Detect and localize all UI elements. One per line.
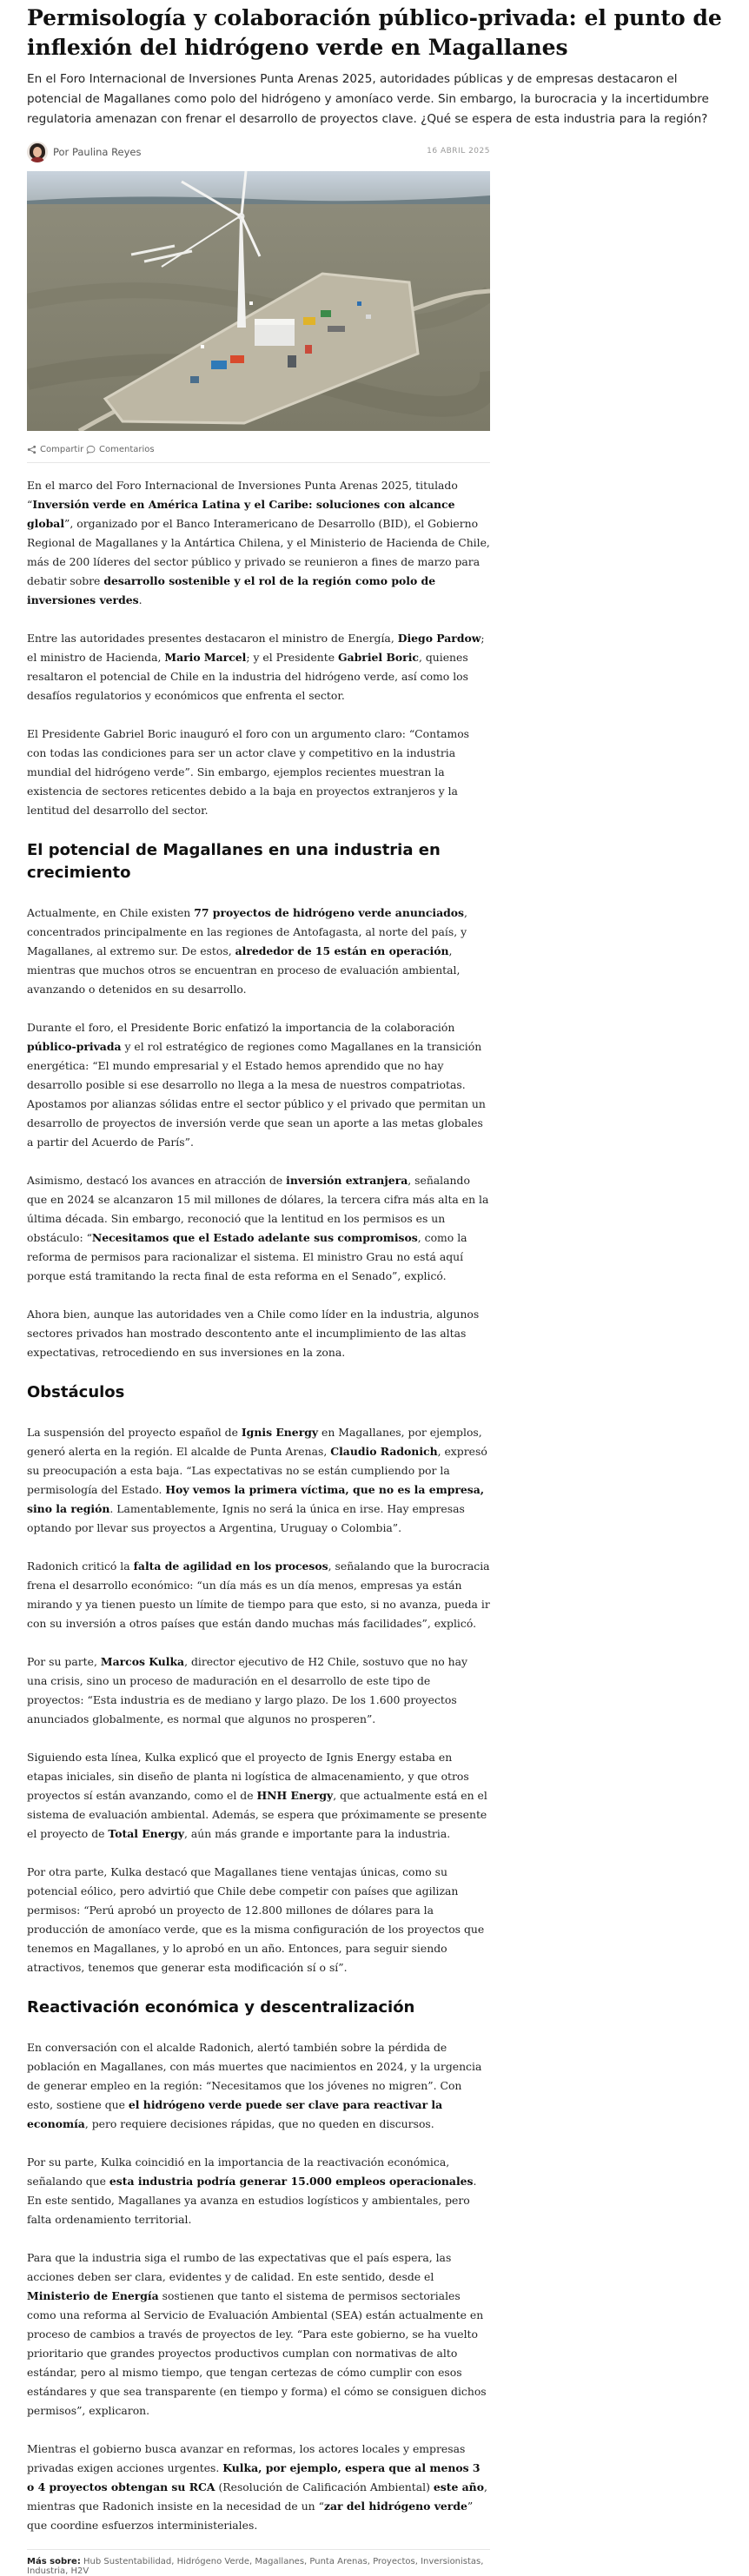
bold-text: Total Energy xyxy=(108,1827,184,1840)
article-paragraph xyxy=(27,2248,490,2420)
text-run: , como la reforma de permisos para racionalizar el sistema. El ministro Grau no está aquí porque está tramitando la recta final de esta reforma en el Senado”, explicó. xyxy=(27,1231,467,1282)
bold-text: inversión extranjera xyxy=(286,1174,408,1187)
article-paragraph xyxy=(27,1305,490,1362)
bold-text: 77 proyectos de hidrógeno verde anunciados xyxy=(194,906,465,919)
bold-text: Marcos Kulka xyxy=(100,1655,185,1668)
article-paragraph xyxy=(27,2440,490,2535)
article-dek: En el Foro Internacional de Inversiones Punta Arenas 2025, autoridades públicas y de empresas destacaron el potencial de Magallanes como polo del hidrógeno y amoníaco verde. Sin embargo, la burocracia y la incertidumbre regulatoria amenazan con frenar el desarrollo de proyectos clave. ¿Qué se espera de esta industria para la región? xyxy=(27,72,709,126)
tags-label: Más sobre: xyxy=(27,2557,81,2566)
text-run: ”, organizado por el Banco Interamericano de Desarrollo (BID), el Gobierno Regional de Magallanes y la Antártica Chilena, y el Ministerio de Hacienda de Chile, más de 200 líderes del sector público y privado se reunieron a fines de marzo para debatir sobre xyxy=(27,517,490,587)
bold-text: Ignis Energy xyxy=(241,1426,319,1439)
text-run: , pero requiere decisiones rápidas, que no queden en discursos. xyxy=(84,2117,434,2130)
article-paragraph xyxy=(27,1171,490,1286)
tags-list[interactable]: Hub Sustentabilidad, Hidrógeno Verde, Magallanes, Punta Arenas, Proyectos, Inversionistas, Industria, H2V xyxy=(27,2557,484,2576)
article-paragraph xyxy=(27,1748,490,1844)
bold-text: alrededor de 15 están en operación xyxy=(235,944,449,957)
bold-text: Gabriel Boric xyxy=(338,651,419,664)
text-run: ” que coordine esfuerzos interministeriales. xyxy=(27,2500,474,2532)
article-paragraph xyxy=(27,725,490,820)
text-run: Por su parte, Kulka coincidió en la importancia de la reactivación económica, señalando que xyxy=(27,2155,450,2188)
text-run: Asimismo, destacó los avances en atracción de xyxy=(27,1174,287,1187)
text-run: ; y el Presidente xyxy=(246,651,339,664)
bold-text: desarrollo sostenible y el rol de la región como polo de inversiones verdes xyxy=(27,574,436,606)
byline xyxy=(27,142,490,166)
text-run: . xyxy=(138,593,143,606)
bold-text: zar del hidrógeno verde xyxy=(323,2500,467,2513)
text-run: Para que la industria siga el rumbo de las expectativas que el país espera, las acciones deben ser clara, evidentes y de calidad. En este sentido, desde el xyxy=(27,2251,452,2283)
text-run: La suspensión del proyecto español de xyxy=(27,1426,242,1439)
text-run: Por otra parte, Kulka destacó que Magallanes tiene ventajas únicas, como su potencial eólico, pero advirtió que Chile debe competir con países que agilizan permisos: “Perú aprobó un proyecto de 12.800 millones de dólares para la producción de amoníaco verde, que es la misma configuración de los proyectos que tenemos en Magallanes, y lo aprobó en un año. Entonces, para seguir siendo atractivos, tenemos que generar esta modificación sí o sí”. xyxy=(27,1865,485,1974)
text-run: Radonich criticó la xyxy=(27,1560,134,1573)
bold-text: Necesitamos que el Estado adelante sus compromisos xyxy=(91,1231,418,1244)
text-run: . Lamentablemente, Ignis no será la única en irse. Hay empresas optando por llevar sus proyectos a Argentina, Uruguay o Colombia”. xyxy=(27,1502,465,1534)
text-run: , que actualmente está en el sistema de evaluación ambiental. Además, se espera que próximamente se presente el proyecto de xyxy=(27,1789,487,1840)
text-run: ; el ministro de Hacienda, xyxy=(27,632,485,664)
article-paragraph xyxy=(27,629,490,705)
article-paragraph xyxy=(27,1557,490,1633)
bold-text: el hidrógeno verde puede ser clave para reactivar la economía xyxy=(27,2098,443,2130)
tags-line xyxy=(27,2549,490,2576)
text-run: , señalando que en 2024 se alcanzaron 15 mil millones de dólares, la tercera cifra más alta en la última década. Sin embargo, reconoció que la lentitud en los permisos es un obstáculo: “ xyxy=(27,1174,489,1244)
text-run: (Resolución de Calificación Ambiental) xyxy=(215,2480,434,2493)
bold-text: público-privada xyxy=(27,1040,122,1053)
text-run: en Magallanes, por ejemplos, generó alerta en la región. El alcalde de Punta Arenas, xyxy=(27,1426,482,1458)
share-button[interactable] xyxy=(27,445,83,454)
text-run: Siguiendo esta línea, Kulka explicó que el proyecto de Ignis Energy estaba en etapas iniciales, sin diseño de planta ni logística de almacenamiento, y que otros proyectos sí están avanzando, como el de xyxy=(27,1751,469,1802)
article-paragraph xyxy=(27,1652,490,1729)
text-run: En conversación con el alcalde Radonich, alertó también sobre la pérdida de población en Magallanes, con más muertes que nacimientos en 2024, y la urgencia de generar empleo en la región: “Necesitamos que los jóvenes no migren”. Con esto, sostiene que xyxy=(27,2041,482,2111)
bold-text: Kulka, por ejemplo, espera que al menos 3 o 4 proyectos obtengan su RCA xyxy=(27,2461,481,2493)
text-run: En el marco del Foro Internacional de Inversiones Punta Arenas 2025, titulado “ xyxy=(27,479,458,511)
article-paragraph xyxy=(27,1423,490,1538)
comment-icon xyxy=(86,445,96,454)
author-name[interactable]: Por Paulina Reyes xyxy=(53,146,142,158)
article-paragraph xyxy=(27,2038,490,2134)
text-run: sostienen que tanto el sistema de permisos sectoriales como una reforma al Servicio de Evaluación Ambiental (SEA) están actualmente en proceso de cambios a través de proyectos de ley. “Para este gobierno, se ha vuelto prioritario que grandes proyectos productivos cumplan con normativas de alto estándar, pero al mismo tiempo, que tengan certezas de cómo cumplir con esos estándares y que sea transparente (en tiempo y forma) el cómo se consiguen dichos permisos”, explicaron. xyxy=(27,2289,487,2417)
text-run: y el rol estratégico de regiones como Magallanes en la transición energética: “El mundo empresarial y el Estado hemos aprendido que no hay desarrollo posible si ese desarrollo no llega a la mesa de nuestros compatriotas. Apostamos por alianzas sólidas entre el sector público y el privado que permitan un desarrollo de proyectos de inversión verde que sean un aporte a las metas globales a partir del Acuerdo de París”. xyxy=(27,1040,486,1149)
article-paragraph xyxy=(27,904,490,999)
text-run: , expresó su preocupación a esta baja. “Las expectativas no se están cumpliendo por la permisología del Estado. xyxy=(27,1445,487,1496)
bold-text: HNH Energy xyxy=(256,1789,334,1802)
text-run: , quienes resaltaron el potencial de Chile en la industria del hidrógeno verde, así como los desafíos regulatorios y económicos que enfrenta el sector. xyxy=(27,651,468,702)
bold-text: Diego Pardow xyxy=(397,632,481,645)
text-run: , mientras que Radonich insiste en la necesidad de un “ xyxy=(27,2480,487,2513)
bold-text: Claudio Radonich xyxy=(330,1445,438,1458)
text-run: , mientras que muchos otros se encuentran en proceso de evaluación ambiental, avanzando o detenidos en su desarrollo. xyxy=(27,944,461,996)
share-bar xyxy=(27,441,490,463)
text-run: , director ejecutivo de H2 Chile, sostuvo que no hay una crisis, sino un proceso de maduración en el desarrollo de este tipo de proyectos: “Esta industria es de mediano y largo plazo. De los 1.600 proyectos anunciados globalmente, es normal que algunos no prosperen”. xyxy=(27,1655,468,1725)
text-run: Mientras el gobierno busca avanzar en reformas, los actores locales y empresas privadas exigen acciones urgentes. xyxy=(27,2442,466,2474)
article-paragraph xyxy=(27,476,490,610)
text-run: . En este sentido, Magallanes ya avanza en estudios logísticos y ambientales, pero falta ordenamiento territorial. xyxy=(27,2175,477,2226)
text-run: Ahora bien, aunque las autoridades ven a Chile como líder en la industria, algunos sectores privados han mostrado descontento ante el incumplimiento de las altas expectativas, retrocediendo en sus inversiones en la zona. xyxy=(27,1308,480,1359)
text-run: Durante el foro, el Presidente Boric enfatizó la importancia de la colaboración xyxy=(27,1021,455,1034)
article-paragraph xyxy=(27,1018,490,1152)
article-title: Permisología y colaboración público-privada: el punto de inflexión del hidrógeno verde en Magallanes xyxy=(27,5,722,60)
bold-text: Ministerio de Energía xyxy=(27,2289,159,2302)
article-paragraph xyxy=(27,1863,490,1977)
bold-text: Mario Marcel xyxy=(164,651,247,664)
author-avatar[interactable] xyxy=(27,142,48,162)
text-run: Entre las autoridades presentes destacaron el ministro de Energía, xyxy=(27,632,398,645)
section-heading: Obstáculos xyxy=(27,1383,125,1401)
share-icon xyxy=(27,445,36,454)
bold-text: este año xyxy=(433,2480,484,2493)
text-run: Actualmente, en Chile existen xyxy=(27,906,195,919)
section-heading: Reactivación económica y descentralización xyxy=(27,1998,415,2016)
article-body xyxy=(27,476,490,2576)
share-label: Compartir xyxy=(40,445,84,454)
text-run: , concentrados principalmente en las regiones de Antofagasta, al norte del país, y Magallanes, al extremo sur. De estos, xyxy=(27,906,467,957)
text-run: Por su parte, xyxy=(27,1655,101,1668)
bold-text: Inversión verde en América Latina y el Caribe: soluciones con alcance global xyxy=(27,498,455,530)
text-run: , señalando que la burocracia frena el desarrollo económico: “un día más es un día menos, empresas ya están mirando y ya tienen puesto un límite de tiempo para que esto, si no avanza, pueda ir con su inversión a otros países que están dando muchas más facilidades”, explicó. xyxy=(27,1560,490,1630)
text-run: El Presidente Gabriel Boric inauguró el foro con un argumento claro: “Contamos con todas las condiciones para ser un actor clave y competitivo en la industria mundial del hidrógeno verde”. Sin embargo, ejemplos recientes muestran la existencia de sectores reticentes debido a la baja en proyectos extranjeros y la lentitud del desarrollo del sector. xyxy=(27,727,470,817)
comments-label: Comentarios xyxy=(99,445,155,454)
publish-date: 16 ABRIL 2025 xyxy=(427,147,490,156)
bold-text: falta de agilidad en los procesos xyxy=(133,1560,328,1573)
section-heading: El potencial de Magallanes en una industria en crecimiento xyxy=(27,841,441,882)
hero-image-wind-turbine xyxy=(27,171,490,431)
article-paragraph xyxy=(27,2153,490,2229)
bold-text: Hoy vemos la primera víctima, que no es la empresa, sino la región xyxy=(27,1483,485,1515)
comments-button[interactable] xyxy=(86,445,155,454)
bold-text: esta industria podría generar 15.000 empleos operacionales xyxy=(109,2175,474,2188)
text-run: , aún más grande e importante para la industria. xyxy=(183,1827,451,1840)
